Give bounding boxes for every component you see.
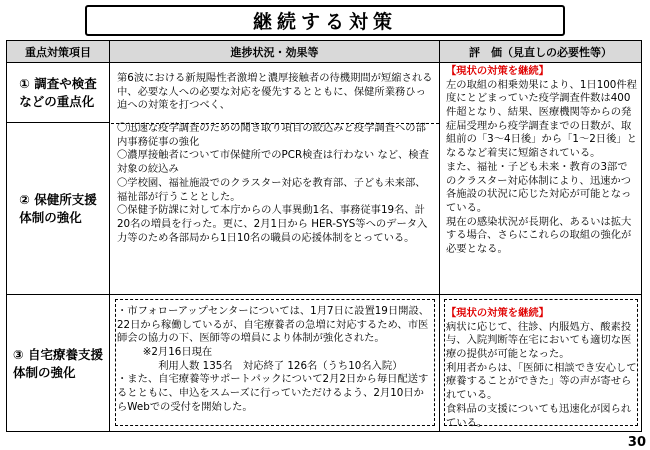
row-label-2	[7, 123, 110, 295]
page-title: 継続する対策	[252, 11, 397, 33]
evaluation-cell-1-2	[440, 63, 641, 295]
progress-bullet-1: ・市フォローアップセンターについては、1月7日に設置19日開設、22日から稼働しているが、自宅療養者の急増に対応するため、市医師会の協力の下、医師等の増員により体制が強化された。	[117, 305, 430, 345]
progress-intro: 第6波における新規陽性者激増と濃厚接触者の待機期間が短縮される中、必要な人への必要な対応を優先するとともに、保健所業務ひっ迫への対策を打つべく、	[117, 72, 433, 112]
stat-date: ※2月16日現在	[142, 346, 213, 359]
stat-values: 利用人数 135名 対応終了 126名（うち10名入院）	[158, 359, 403, 372]
evaluation-status-1: 【現状の対策を継続】	[446, 65, 549, 77]
evaluation-text-1: 左の取組の相乗効果により、1日100件程度にとどまっていた疫学調査件数は400件超となり、結果、医療機関等からの発症届受理から疫学調査までの日数が、取組前の「3～4日後」から「1～2日後」となるなど着実に短縮されている。 また、福祉・子ども未来・教育の3部でのクラスター対応体制により、迅速かつ各施設の状況に応じた対応が可能となっている。 現在の感染状況が長期化、あるいは拡大する場合、さらにこれらの取組の強化が必要となる。	[446, 78, 637, 255]
progress-dashed-frame	[115, 299, 435, 426]
progress-bullet-2: ・また、自宅療養等サポートパックについて2月2日から毎日配送するとともに、申込をスムーズに行っていただけるよう、2月10日からWebでの受付を開始した。	[117, 373, 429, 413]
measures-table	[6, 40, 642, 432]
row-label-1-text: ① 調査や検査 などの重点化	[19, 76, 97, 109]
header-evaluation: 評 価（見直しの必要性等）	[440, 41, 641, 63]
page-number: 30	[627, 435, 646, 450]
header-item: 重点対策項目	[7, 41, 110, 63]
title-box	[85, 5, 565, 36]
header-progress: 進捗状況・効果等	[110, 41, 440, 63]
progress-cell-1-2	[110, 63, 440, 295]
row-label-3-text: ③ 自宅療養支援 体制の強化	[13, 347, 103, 380]
progress-item-4: 〇保健予防課に対して本庁からの人事異動1名、事務従事19名、計20名の増員を行った。更に、2月1日から HER-SYS等へのデータ入力等のため各部局から1日10名の職員の応援体制をとっている。	[117, 204, 428, 244]
evaluation-status-3: 【現状の対策を継続】	[446, 307, 549, 319]
evaluation-text-3: 病状に応じて、往診、内服処方、酸素投与、入院判断等在宅においても適切な医療の提供が可能となった。 利用者からは、「医師に相談でき安心して療養することができた」等の声が寄せられている。 食料品の支援についても迅速化が図られている。	[446, 320, 637, 429]
row-label-2-text: ② 保健所支援 体制の強化	[19, 192, 97, 225]
row-label-1	[7, 63, 110, 123]
row-label-3	[7, 295, 110, 432]
progress-item-3: 〇学校園、福祉施設でのクラスター対応を教育部、子ども未来部、福祉部が行うこととした。	[117, 176, 426, 203]
progress-item-1: 〇迅速な疫学調査のための聞き取り項目の絞込みと疫学調査への部内事務従事の強化	[117, 122, 426, 148]
progress-item-2: 〇濃厚接触者について市保健所でのPCR検査は行わない など、検査対象の絞込み	[117, 149, 429, 176]
evaluation-dashed-frame	[444, 299, 638, 426]
row-divider-dashed	[111, 123, 439, 124]
